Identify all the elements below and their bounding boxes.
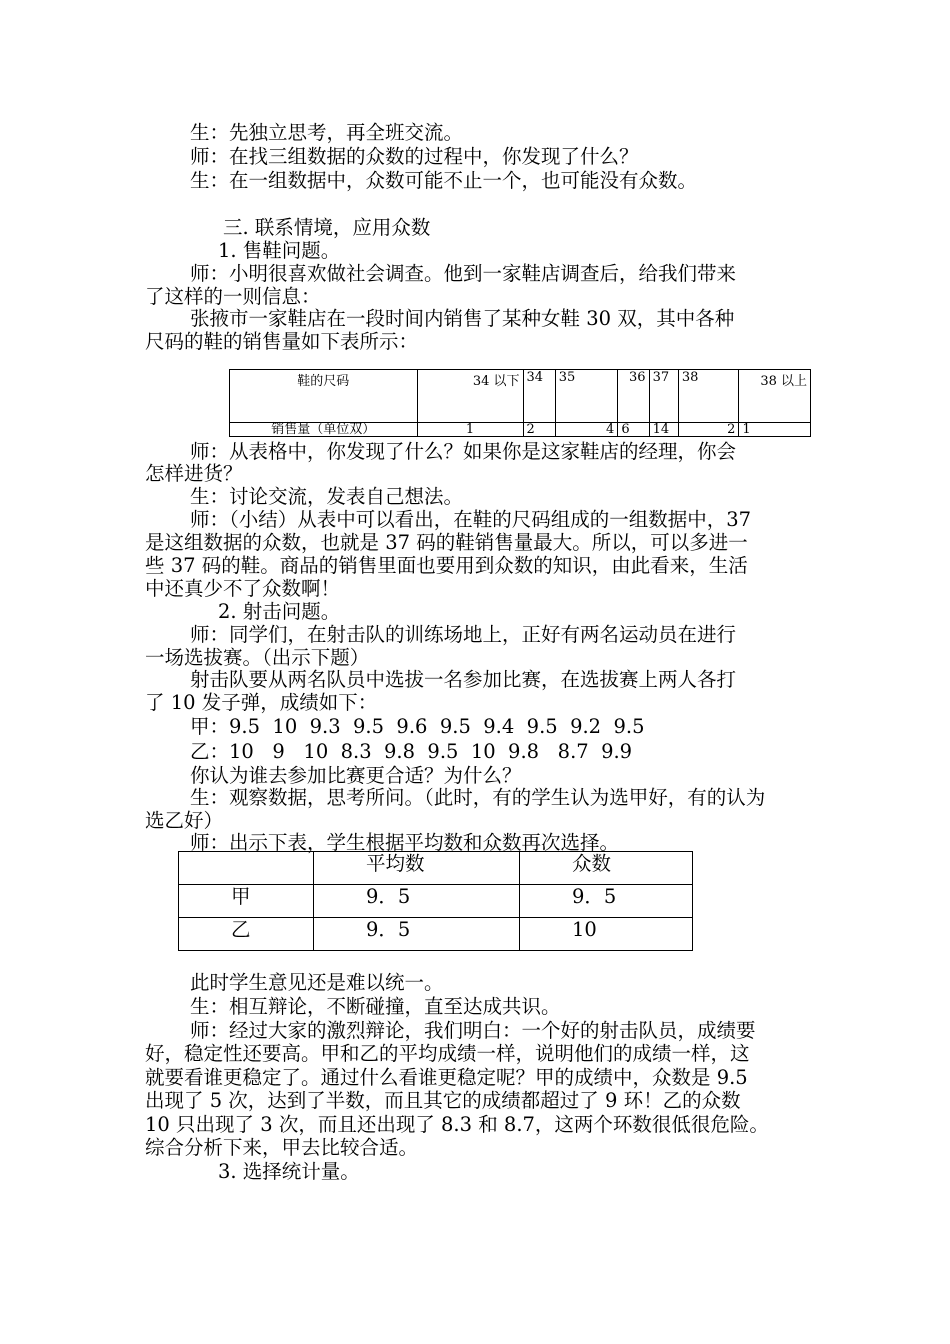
table-header-cell: 34 以下: [417, 370, 523, 423]
text-line: 射击队要从两名队员中选拔一名参加比赛，在选拔赛上两人各打: [190, 668, 737, 691]
table-cell: 2: [678, 422, 739, 436]
text-line: 师：从表格中，你发现了什么？如果你是这家鞋店的经理，你会: [190, 440, 737, 463]
text-line: 生：先独立思考，再全班交流。: [190, 121, 464, 144]
text-line: 生：相互辩论，不断碰撞，直至达成共识。: [190, 995, 561, 1018]
table-header-cell: 平均数: [314, 852, 520, 885]
text-line: 是这组数据的众数，也就是 37 码的鞋销售量最大。所以，可以多进一: [145, 531, 748, 554]
table-header-cell: 鞋的尺码: [230, 370, 418, 423]
subsection-heading: 2. 射击问题。: [218, 600, 341, 623]
table-row-label: 乙: [179, 918, 314, 951]
text-line: 些 37 码的鞋。商品的销售里面也要用到众数的知识，由此看来，生活: [145, 554, 748, 577]
table-cell: 1: [739, 422, 811, 436]
text-line: 师：小明很喜欢做社会调查。他到一家鞋店调查后，给我们带来: [190, 262, 737, 285]
text-line: 好，稳定性还要高。甲和乙的平均成绩一样，说明他们的成绩一样，这: [145, 1042, 750, 1065]
text-line: 了 10 发子弹，成绩如下：: [145, 691, 378, 714]
score-line-yi: 乙：10 9 10 8.3 9.8 9.5 10 9.8 8.7 9.9: [190, 740, 633, 763]
table-cell: 9．5: [520, 885, 693, 918]
table-header-cell: [179, 852, 314, 885]
text-line: 综合分析下来，甲去比较合适。: [145, 1136, 419, 1159]
score-line-jia: 甲：9.5 10 9.3 9.5 9.6 9.5 9.4 9.5 9.2 9.5: [190, 715, 645, 738]
text-line: 出现了 5 次，达到了半数，而且其它的成绩都超过了 9 环！乙的众数: [145, 1089, 741, 1112]
text-line: 了这样的一则信息：: [145, 285, 321, 308]
text-line: 师：经过大家的激烈辩论，我们明白：一个好的射击队员，成绩要: [190, 1019, 756, 1042]
table-header-cell: 37: [649, 370, 678, 423]
text-line: 生：观察数据，思考所问。（此时，有的学生认为选甲好，有的认为: [190, 786, 766, 809]
table-row-label: 销售量（单位双）: [230, 422, 418, 436]
mean-mode-table: [178, 851, 693, 951]
subsection-heading: 1. 售鞋问题。: [218, 239, 341, 262]
table-cell: 1: [417, 422, 523, 436]
table-header-cell: 36: [618, 370, 649, 423]
subsection-heading: 3. 选择统计量。: [218, 1160, 360, 1183]
table-cell: 2: [523, 422, 555, 436]
table-cell: 9．5: [314, 885, 520, 918]
table-header-cell: 35: [555, 370, 618, 423]
table-header-cell: 38 以上: [739, 370, 811, 423]
text-line: 生：在一组数据中，众数可能不止一个，也可能没有众数。: [190, 169, 698, 192]
text-line: 此时学生意见还是难以统一。: [190, 971, 444, 994]
table-cell: 9．5: [314, 918, 520, 951]
table-row-label: 甲: [179, 885, 314, 918]
table-header-cell: 众数: [520, 852, 693, 885]
text-line: 选乙好）: [145, 809, 224, 832]
text-line: 怎样进货？: [145, 462, 243, 485]
table-cell: 10: [520, 918, 693, 951]
text-line: 你认为谁去参加比赛更合适？为什么？: [190, 764, 522, 787]
table-header-cell: 34: [523, 370, 555, 423]
shoe-sales-table: [229, 369, 811, 437]
text-line: 一场选拔赛。（出示下题）: [145, 646, 370, 669]
text-line: 师：出示下表，学生根据平均数和众数再次选择。: [190, 831, 620, 854]
text-line: 张掖市一家鞋店在一段时间内销售了某种女鞋 30 双，其中各种: [190, 307, 735, 330]
text-line: 中还真少不了众数啊！: [145, 577, 341, 600]
table-cell: 4: [555, 422, 618, 436]
text-line: 10 只出现了 3 次，而且还出现了 8.3 和 8.7，这两个环数很低很危险。: [145, 1113, 769, 1136]
table-header-cell: 38: [678, 370, 739, 423]
text-line: 就要看谁更稳定了。通过什么看谁更稳定呢？甲的成绩中，众数是 9.5: [145, 1066, 748, 1089]
text-line: 尺码的鞋的销售量如下表所示：: [145, 330, 419, 353]
text-line: 师：同学们，在射击队的训练场地上，正好有两名运动员在进行: [190, 623, 737, 646]
text-line: 生：讨论交流，发表自己想法。: [190, 485, 464, 508]
text-line: 师：在找三组数据的众数的过程中，你发现了什么？: [190, 145, 639, 168]
table-cell: 6: [618, 422, 649, 436]
text-line: 师：（小结）从表中可以看出，在鞋的尺码组成的一组数据中，37: [190, 508, 752, 531]
table-cell: 14: [649, 422, 678, 436]
section-heading: 三. 联系情境，应用众数: [223, 216, 431, 239]
